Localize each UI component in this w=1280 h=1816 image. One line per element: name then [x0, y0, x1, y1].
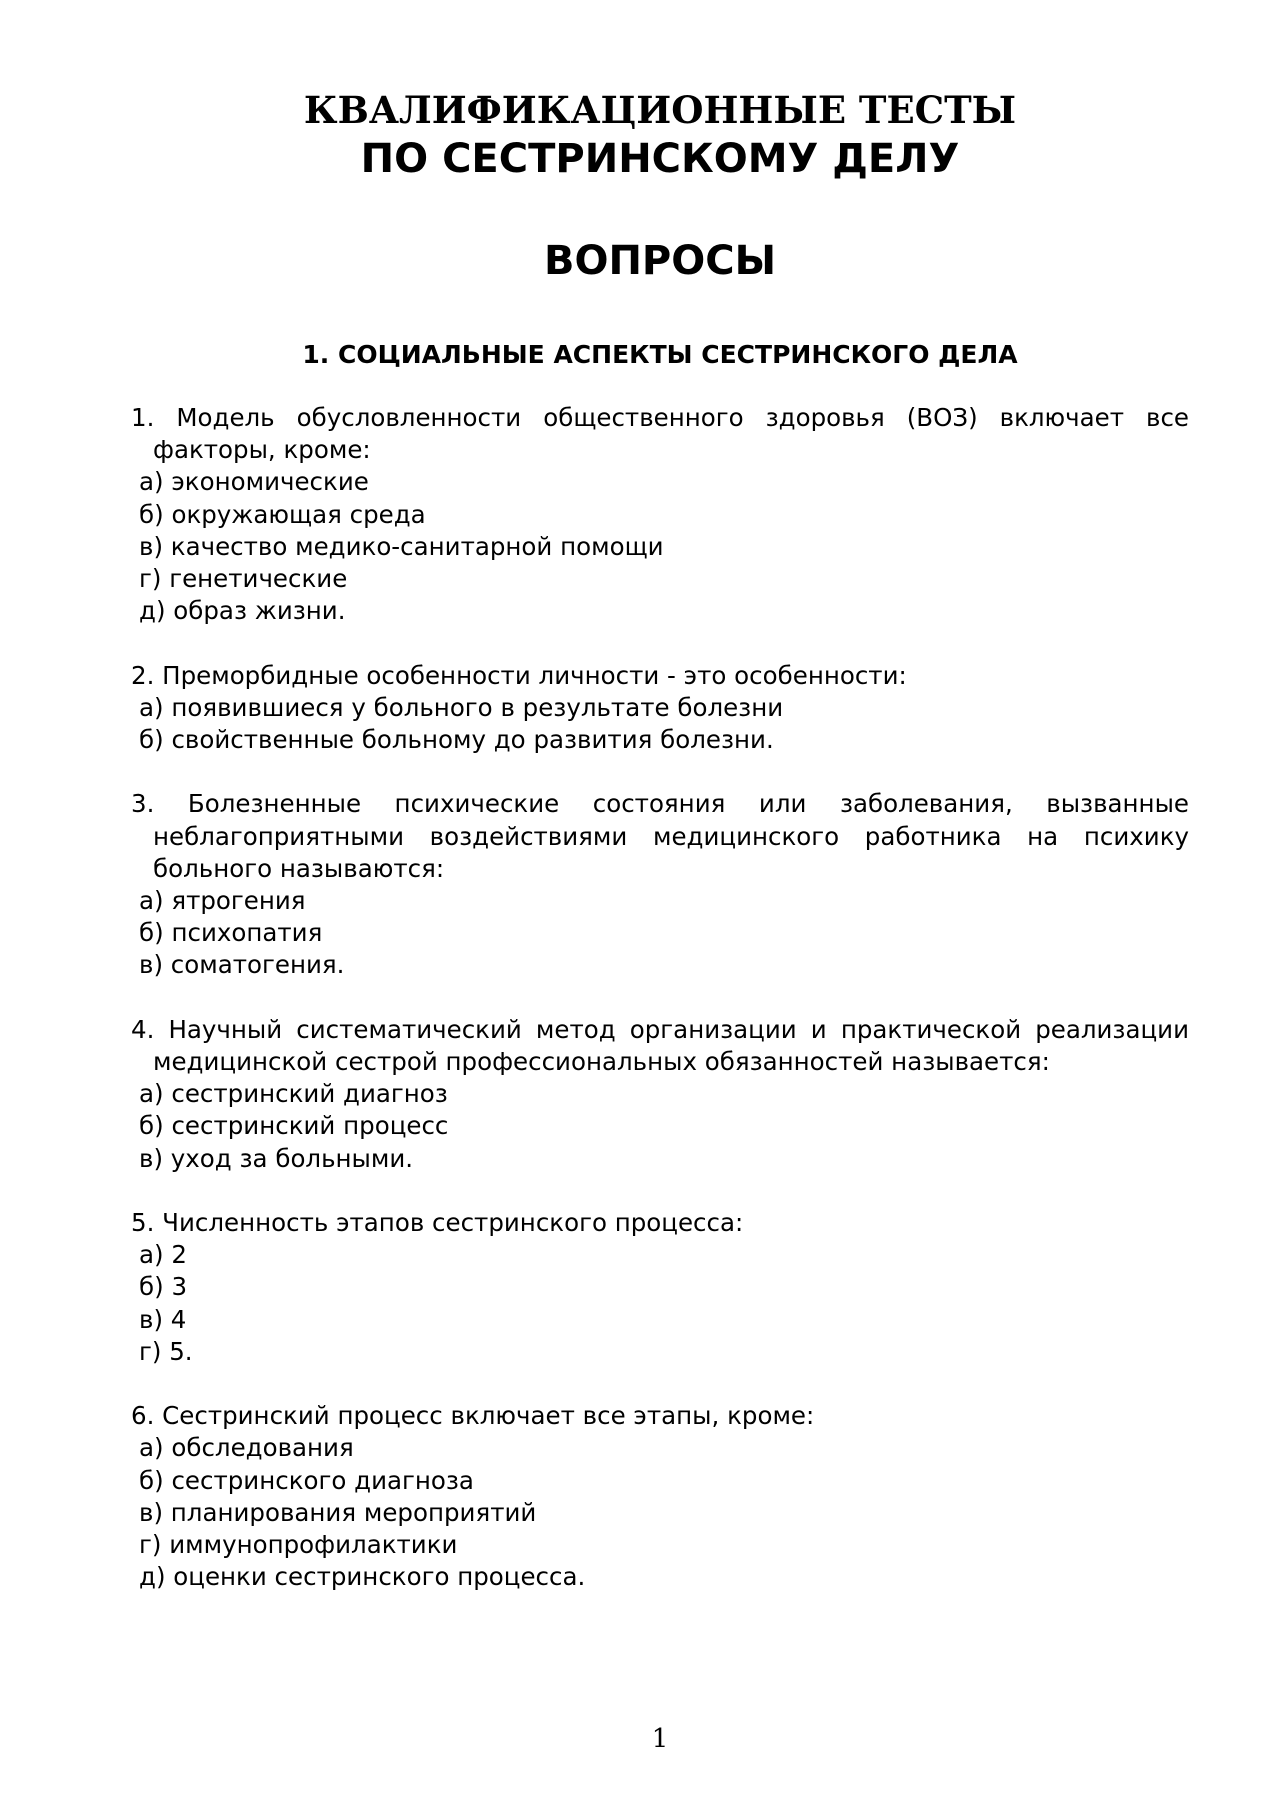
document-title-line2: ПО СЕСТРИНСКОМУ ДЕЛУ — [360, 136, 960, 182]
question-2 — [131, 660, 1189, 757]
question-text: 5. Численность этапов сестринского процесса: — [131, 1208, 744, 1238]
answer-option: а) сестринский диагноз — [139, 1079, 448, 1109]
question-1 — [131, 402, 1189, 627]
answer-option: а) ятрогения — [139, 886, 306, 916]
answer-option: г) иммунопрофилактики — [139, 1530, 458, 1560]
questions-heading: ВОПРОСЫ — [543, 238, 777, 284]
question-text: 3. Болезненные психические состояния или заболевания, вызванные неблагоприятными воздействиями медицинского работника на психику больного называются: — [131, 789, 1189, 883]
answer-option: б) сестринский процесс — [139, 1111, 449, 1141]
answer-option: а) экономические — [139, 467, 369, 497]
answer-option: д) оценки сестринского процесса. — [139, 1562, 586, 1592]
document-title-line1: КВАЛИФИКАЦИОННЫЕ ТЕСТЫ — [303, 88, 1017, 132]
answer-option: а) обследования — [139, 1433, 354, 1463]
answer-option: в) соматогения. — [139, 950, 345, 980]
question-list — [131, 402, 1189, 1626]
answer-option: д) образ жизни. — [139, 596, 346, 626]
answer-option: б) свойственные больному до развития болезни. — [139, 725, 774, 755]
answer-option: г) генетические — [139, 564, 348, 594]
answer-option: а) 2 — [139, 1240, 187, 1270]
question-text: 2. Преморбидные особенности личности - это особенности: — [131, 660, 907, 690]
answer-option: б) сестринского диагноза — [139, 1465, 474, 1495]
question-6 — [131, 1400, 1189, 1593]
answer-option: в) уход за больными. — [139, 1143, 414, 1173]
question-3 — [131, 788, 1189, 981]
answer-option: б) окружающая среда — [139, 499, 426, 529]
answer-option: б) 3 — [139, 1272, 188, 1302]
answer-option: г) 5. — [139, 1336, 193, 1366]
answer-option: б) психопатия — [139, 918, 323, 948]
answer-option: а) появившиеся у больного в результате болезни — [139, 692, 784, 722]
answer-option: в) планирования мероприятий — [139, 1497, 537, 1527]
question-5 — [131, 1207, 1189, 1368]
answer-option: в) качество медико-санитарной помощи — [139, 531, 664, 561]
question-text: 6. Сестринский процесс включает все этапы, кроме: — [131, 1401, 815, 1431]
question-text: 1. Модель обусловленности общественного здоровья (ВОЗ) включает все факторы, кроме: — [131, 403, 1189, 465]
section-heading: 1. СОЦИАЛЬНЫЕ АСПЕКТЫ СЕСТРИНСКОГО ДЕЛА — [302, 340, 1018, 369]
page-number: 1 — [651, 1724, 669, 1754]
question-text: 4. Научный систематический метод организации и практической реализации медицинской сестрой профессиональных обязанностей называется: — [131, 1014, 1189, 1077]
answer-option: в) 4 — [139, 1304, 187, 1334]
question-4 — [131, 1014, 1189, 1175]
